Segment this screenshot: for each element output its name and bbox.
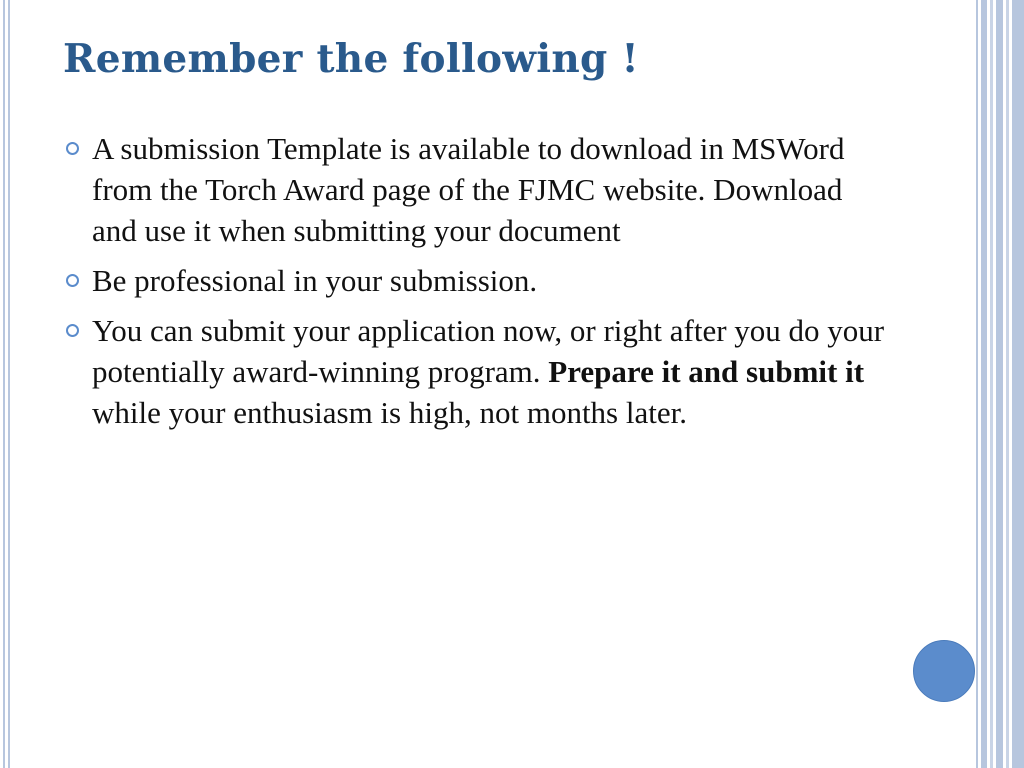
bullet-text: while your enthusiasm is high, not months later.	[92, 395, 687, 430]
right-border-stripe	[976, 0, 978, 768]
bullet-icon	[66, 274, 79, 287]
left-border-line	[8, 0, 10, 768]
bullet-text: A submission Template is available to download in MSWord from the Torch Award page of the FJMC website. Download and use it when submitting your document	[92, 131, 845, 248]
bullet-list	[66, 128, 886, 442]
left-border-line	[3, 0, 5, 768]
bullet-text: Be professional in your submission.	[92, 263, 538, 298]
bullet-item	[66, 128, 886, 251]
right-border-stripe	[1012, 0, 1024, 768]
right-border-stripe	[996, 0, 1003, 768]
right-border-stripe	[981, 0, 987, 768]
slide-title: Remember the following !	[63, 36, 639, 82]
bullet-icon	[66, 324, 79, 337]
bullet-emphasis: Prepare it and submit it	[548, 354, 865, 389]
bullet-text: You can submit your application now, or right after you do your potentially award-winning program.	[92, 313, 885, 389]
right-border-stripe	[1006, 0, 1009, 768]
bullet-icon	[66, 142, 79, 155]
bullet-item	[66, 310, 886, 433]
bullet-item	[66, 260, 886, 301]
right-border-stripe	[990, 0, 993, 768]
decorative-circle	[913, 640, 975, 702]
